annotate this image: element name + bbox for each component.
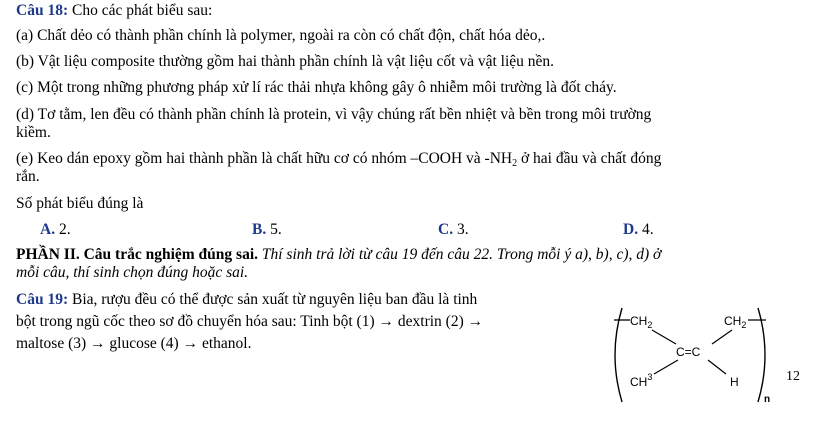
part2-instruction-line2: mỗi câu, thí sinh chọn đúng hoặc sai. <box>16 264 249 281</box>
option-a <box>40 221 71 239</box>
q19-line3: maltose (3) → glucose (4) → ethanol. <box>16 335 252 352</box>
option-d-letter: D. <box>623 221 639 238</box>
q19-text: Bia, rượu đều có thể được sản xuất từ nguyên liệu ban đầu là tinh <box>68 291 478 308</box>
repeat-n-label: n <box>764 394 771 405</box>
bond-ch2-left-c <box>652 330 676 344</box>
bond-ch2-right-c <box>712 330 732 344</box>
option-b-letter: B. <box>252 221 267 238</box>
q19-label: Câu 19: <box>16 291 69 308</box>
q18-statement-e-text-end: ở hai đầu và chất đóng <box>517 150 662 167</box>
q18-prompt: Số phát biểu đúng là <box>16 195 144 212</box>
q18-statement-e-line1 <box>16 150 661 173</box>
q18-statement-c: (c) Một trong những phương pháp xử lí rác thải nhựa không gây ô nhiễm môi trường là đốt cháy. <box>16 79 617 96</box>
figure-number: 12 <box>786 369 800 384</box>
q19-line2: bột trong ngũ cốc theo sơ đồ chuyển hóa sau: Tinh bột (1) → dextrin (2) → <box>16 313 484 330</box>
c-double-bond-label: C=C <box>676 345 701 359</box>
part2-instruction: Thí sinh trả lời từ câu 19 đến câu 22. Trong mỗi ý a), b), c), d) ở <box>258 246 662 263</box>
q18-statement-d-line1: (d) Tơ tằm, len đều có thành phần chính là protein, vì vậy chúng rất bền nhiệt và bền trong môi trường <box>16 106 652 123</box>
part2-line1 <box>16 246 661 264</box>
option-a-letter: A. <box>40 221 56 238</box>
q18-label: Câu 18: <box>16 2 69 19</box>
right-bracket <box>758 308 765 402</box>
option-d <box>623 221 654 239</box>
option-a-text: 2. <box>55 221 71 238</box>
left-bracket <box>615 308 622 402</box>
option-c-text: 3. <box>453 221 469 238</box>
option-b-text: 5. <box>266 221 282 238</box>
q18-intro: Cho các phát biểu sau: <box>68 2 213 19</box>
q18-statement-a: (a) Chất dẻo có thành phần chính là polymer, ngoài ra còn có chất độn, chất hóa dẻo,. <box>16 27 546 44</box>
polymer-structure-figure <box>608 300 818 410</box>
q18-statement-b: (b) Vật liệu composite thường gồm hai thành phần chính là vật liệu cốt và vật liệu nền. <box>16 53 555 70</box>
h-label: H <box>730 375 739 389</box>
nh2-subscript: 2 <box>512 158 518 169</box>
q18-statement-d-line2: kiềm. <box>16 124 51 141</box>
option-b <box>252 221 282 239</box>
bond-c-ch3 <box>654 360 678 374</box>
q19-line1 <box>16 291 477 309</box>
ch2-right-label: $CH_2$ <box>724 314 747 330</box>
q18-statement-e-line2: rắn. <box>16 168 40 185</box>
option-c <box>438 221 469 239</box>
bond-c-h <box>708 360 726 374</box>
q18-header <box>16 2 212 20</box>
ch2-left-label: $CH_2$ <box>630 314 653 330</box>
option-d-text: 4. <box>638 221 654 238</box>
part2-heading: PHẦN II. Câu trắc nghiệm đúng sai. <box>16 246 258 263</box>
option-c-letter: C. <box>438 221 454 238</box>
ch3-label: $CH^3$ <box>630 372 653 389</box>
q18-statement-e-text: (e) Keo dán epoxy gồm hai thành phần là chất hữu cơ có nhóm –COOH và -NH <box>16 150 513 167</box>
